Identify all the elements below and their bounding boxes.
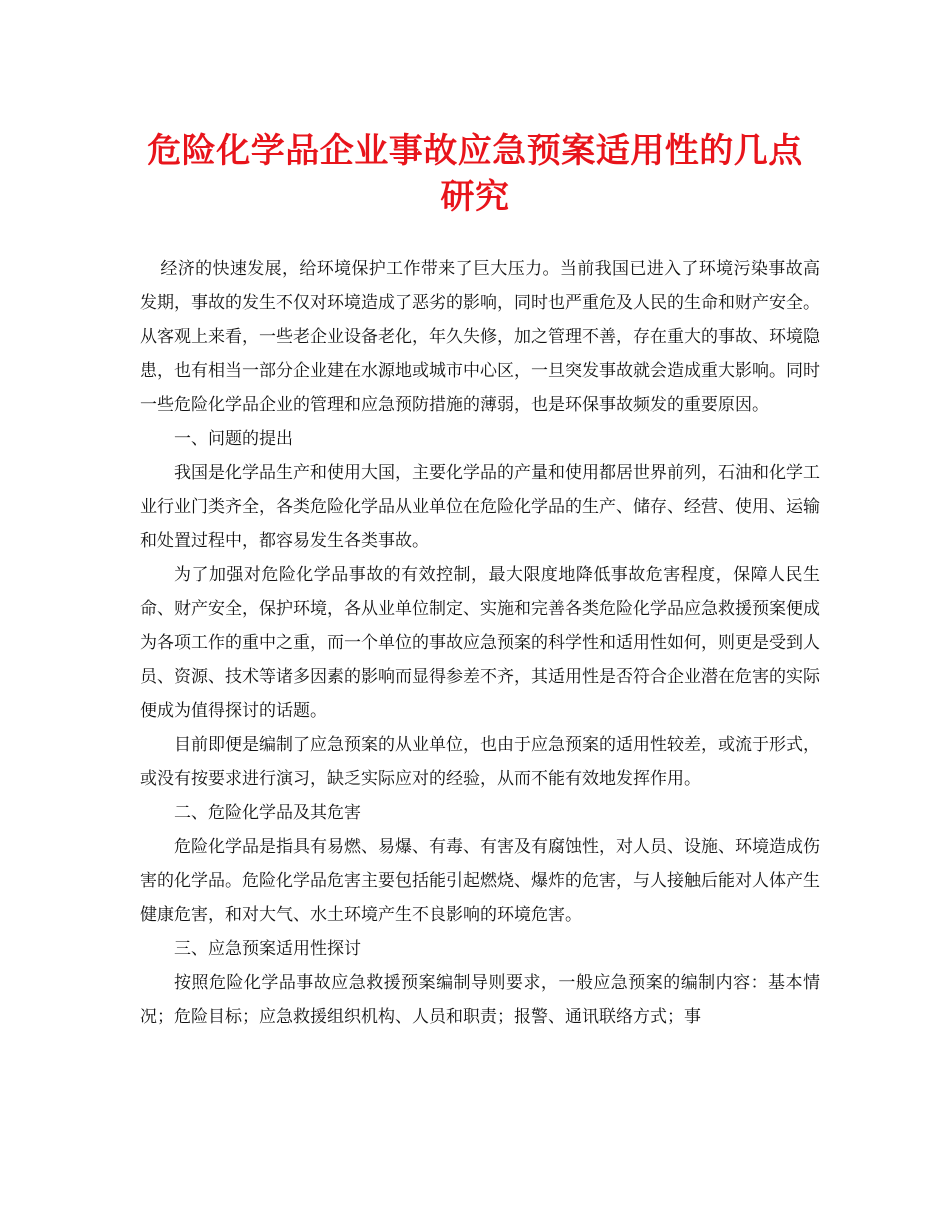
document-title bbox=[100, 128, 850, 220]
document-body bbox=[140, 252, 820, 1034]
section-heading-3: 三、应急预案适用性探讨 bbox=[174, 939, 361, 959]
paragraph: 我国是化学品生产和使用大国，主要化学品的产量和使用都居世界前列，石油和化学工业行业门类齐全，各类危险化学品从业单位在危险化学品的生产、储存、经营、使用、运输和处置过程中，都容易发生各类事故。 bbox=[140, 463, 820, 551]
paragraph: 危险化学品是指具有易燃、易爆、有毒、有害及有腐蚀性，对人员、设施、环境造成伤害的化学品。危险化学品危害主要包括能引起燃烧、爆炸的危害，与人接触后能对人体产生健康危害，和对大气、水土环境产生不良影响的环境危害。 bbox=[140, 837, 820, 925]
title-line-2: 研究 bbox=[440, 177, 510, 217]
title-line-1: 危险化学品企业事故应急预案适用性的几点 bbox=[147, 131, 803, 171]
paragraph: 按照危险化学品事故应急救援预案编制导则要求，一般应急预案的编制内容：基本情况；危险目标；应急救援组织机构、人员和职责；报警、通讯联络方式；事 bbox=[140, 973, 820, 1027]
paragraph: 目前即便是编制了应急预案的从业单位，也由于应急预案的适用性较差，或流于形式，或没有按要求进行演习，缺乏实际应对的经验，从而不能有效地发挥作用。 bbox=[140, 735, 820, 789]
section-heading-1: 一、问题的提出 bbox=[174, 429, 293, 449]
section-heading-2: 二、危险化学品及其危害 bbox=[174, 803, 361, 823]
paragraph-intro: 经济的快速发展，给环境保护工作带来了巨大压力。当前我国已进入了环境污染事故高发期，事故的发生不仅对环境造成了恶劣的影响，同时也严重危及人民的生命和财产安全。从客观上来看，一些老企业设备老化，年久失修，加之管理不善，存在重大的事故、环境隐患，也有相当一部分企业建在水源地或城市中心区，一旦突发事故就会造成重大影响。同时一些危险化学品企业的管理和应急预防措施的薄弱，也是环保事故频发的重要原因。 bbox=[140, 259, 820, 415]
paragraph: 为了加强对危险化学品事故的有效控制，最大限度地降低事故危害程度，保障人民生命、财产安全，保护环境，各从业单位制定、实施和完善各类危险化学品应急救援预案便成为各项工作的重中之重，而一个单位的事故应急预案的科学性和适用性如何，则更是受到人员、资源、技术等诸多因素的影响而显得参差不齐，其适用性是否符合企业潜在危害的实际便成为值得探讨的话题。 bbox=[140, 565, 820, 721]
